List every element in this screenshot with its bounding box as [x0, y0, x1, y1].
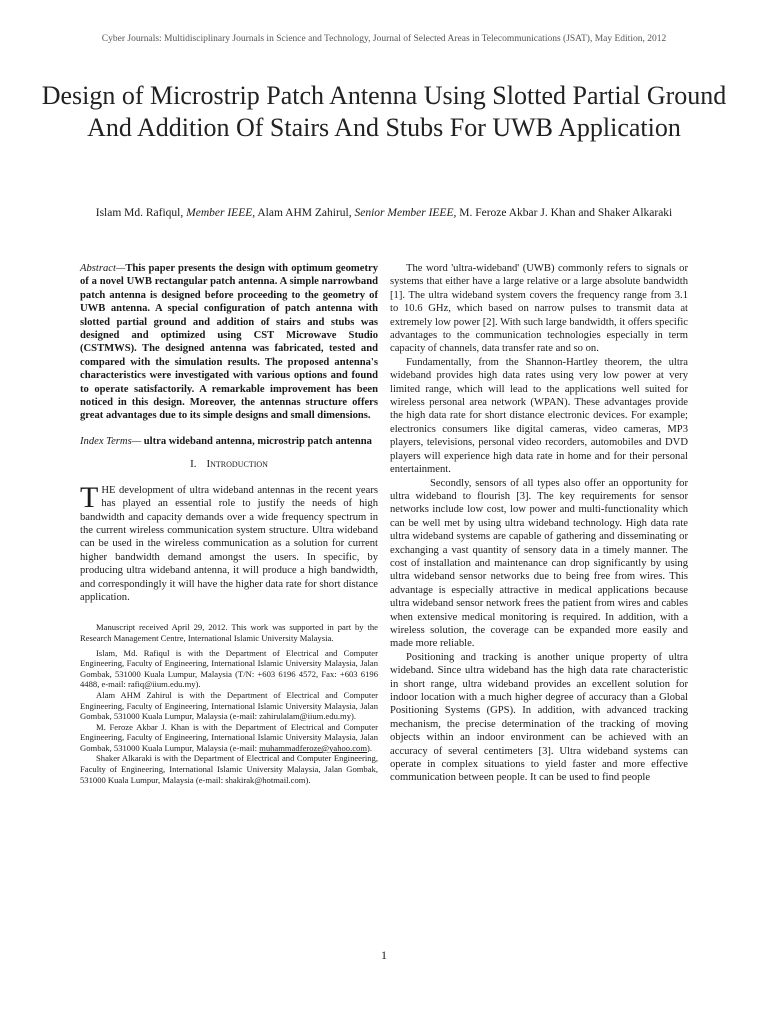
author-1: Islam Md. Rafiqul, [95, 207, 184, 219]
footnote-khan-text: M. Feroze Akbar J. Khan is with the Department of Electrical and Computer Engineering, Faculty of Engineering, International Islamic University Malaysia, Jalan Gombak, 531000 Kuala Lumpur, Malaysia (e-mail: [80, 721, 378, 753]
author-1-role: Member IEEE, [186, 207, 256, 219]
section-heading [80, 458, 378, 471]
section-title: Introduction [206, 458, 268, 471]
intro-text: HE development of ultra wideband antennas in the recent years has played an essential role to justify the needs of high bandwidth and capacity demands over a wide frequency spectrum in the current wireless communication system structure. Ultra wideband can be used in the wireless communication as a solution for current higher bandwidth demand amongst the users. In specific, by producing ultra wideband antenna, it will produce a high bandwidth, and correspondingly it will have the higher data rate for short distance application. [80, 484, 378, 603]
author-2-role: Senior Member IEEE, [354, 207, 457, 219]
author-2: Alam AHM Zahirul, [257, 207, 352, 219]
author-3-4: M. Feroze Akbar J. Khan and Shaker Alkaraki [459, 207, 673, 219]
abstract-text: This paper presents the design with optimum geometry of a novel UWB rectangular patch antenna. A simple narrowband patch antenna is designed before proceeding to the geometry of UWB antenna. A special configuration of patch antenna with slotted partial ground and addition of stairs and stubs was designed and optimized using CST Microwave Studio (CSTMWS). The designed antenna was fabricated, tested and compared with the simulation results. The proposed antenna's characteristics were investigated with various options and found to operate satisfactorily. A remarkable improvement has been noticed in this design. Moreover, the antennas structure offers great advantages due to its simple designs and small dimensions. [80, 263, 378, 422]
abstract [80, 262, 378, 423]
abstract-lead: Abstract— [80, 263, 126, 274]
footnote-alam: Alam AHM Zahirul is with the Department of Electrical and Computer Engineering, Faculty of Engineering, International Islamic University Malaysia, Jalan Gombak, 531000 Kuala Lumpur, Malaysia (e-mail: zahirulalam@iium.edu.my). [80, 689, 378, 722]
footnote-khan [80, 722, 378, 754]
footnote-khan-close: ). [367, 742, 373, 753]
section-number: I. [190, 458, 197, 471]
drop-cap: T [80, 480, 99, 514]
footnote-khan-email[interactable]: muhammadferoze@yahoo.com [259, 742, 368, 753]
right-column [390, 262, 688, 785]
page-number: 1 [381, 948, 387, 962]
footnote-islam: Islam, Md. Rafiqul is with the Department of Electrical and Computer Engineering, Faculty of Engineering, International Islamic University Malaysia, Jalan Gombak, 531000 Kuala Lumpur, Malaysia (T/N: +603 6196 4572, Fax: +603 6196 4488, e-mail: rafiq@iium.edu.my). [80, 647, 378, 690]
index-terms [80, 435, 378, 448]
index-terms-text: ultra wideband antenna, microstrip patch antenna [141, 435, 372, 447]
body-paragraph-3: Secondly, sensors of all types also offer an opportunity for ultra wideband to flourish [3]. The key requirements for sensor networks include low cost, low power and multi-functionality which can be well met by using ultra wideband technology. High data rate ultra wideband systems are capable of gathering and disseminating or exchanging a vast quantity of sensory data in a timely manner. The cost of installation and maintenance can drop significantly by using ultra wideband sensor networks due to being free from wires. This advantage is especially attractive in medical applications because ultra wideband sensor network frees the patient from wires and cables when extensive medical monitoring is required. In addition, with a wireless solution, the coverage can be expanded more easily and made more reliable. [390, 477, 688, 650]
index-terms-lead: Index Terms— [80, 435, 142, 447]
footnote-shaker: Shaker Alkaraki is with the Department of Electrical and Computer Engineering, Faculty of Engineering, International Islamic University Malaysia, Jalan Gombak, 531000 Kuala Lumpur, Malaysia (e-mail: shakirak@hotmail.com). [80, 753, 378, 785]
paper-title: Design of Microstrip Patch Antenna Using Slotted Partial Ground And Addition Of Stairs And Stubs For UWB Application [41, 81, 727, 142]
body-paragraph-2: Fundamentally, from the Shannon-Hartley theorem, the ultra wideband provides high data rates using very low power at very limited range, which will lead to the applications well suited for wireless personal area network (WPAN). These advantages provide the high data rate for short distance electronic devices. For example; electronics consumers like digital cameras, video cameras, MP3 players, televisions, personal video recorders, automobiles and DVD players will experience high data rate in home and for their personal entertainment. [390, 356, 688, 476]
journal-header: Cyber Journals: Multidisciplinary Journals in Science and Technology, Journal of Selected Areas in Telecommunications (JSAT), May Edition, 2012 [101, 34, 667, 44]
intro-paragraph [80, 480, 378, 605]
author-list [90, 205, 678, 222]
body-paragraph-4: Positioning and tracking is another unique property of ultra wideband. Since ultra wideband has the high data rate characteristic in short range, ultra wideband provides an excellent solution for indoor location with a much higher degree of accuracy than a Global Positioning Systems (GPS). In addition, with advanced tracking mechanism, the precise determination of the tracking of moving objects within an indoor environment can be achieved with an accuracy of several centimeters [3]. Ultra wideband systems can operate in complex situations to yield faster and more effective communication between people. It can be used to find people [390, 651, 688, 784]
left-column [80, 262, 378, 785]
footnote-manuscript: Manuscript received April 29, 2012. This work was supported in part by the Research Management Centre, International Islamic University Malaysia. [80, 622, 378, 643]
body-paragraph-1: The word 'ultra-wideband' (UWB) commonly refers to signals or systems that either have a large relative or a large absolute bandwidth [1]. The ultra wideband system covers the frequency range from 3.1 to 10.6 GHz, which based on narrow pulses to transmit data at extremely low power [2]. With such large bandwidth, it offers specific advantages to the communication technologies especially in term capacity of channels, data transfer rate and so on. [390, 263, 688, 355]
